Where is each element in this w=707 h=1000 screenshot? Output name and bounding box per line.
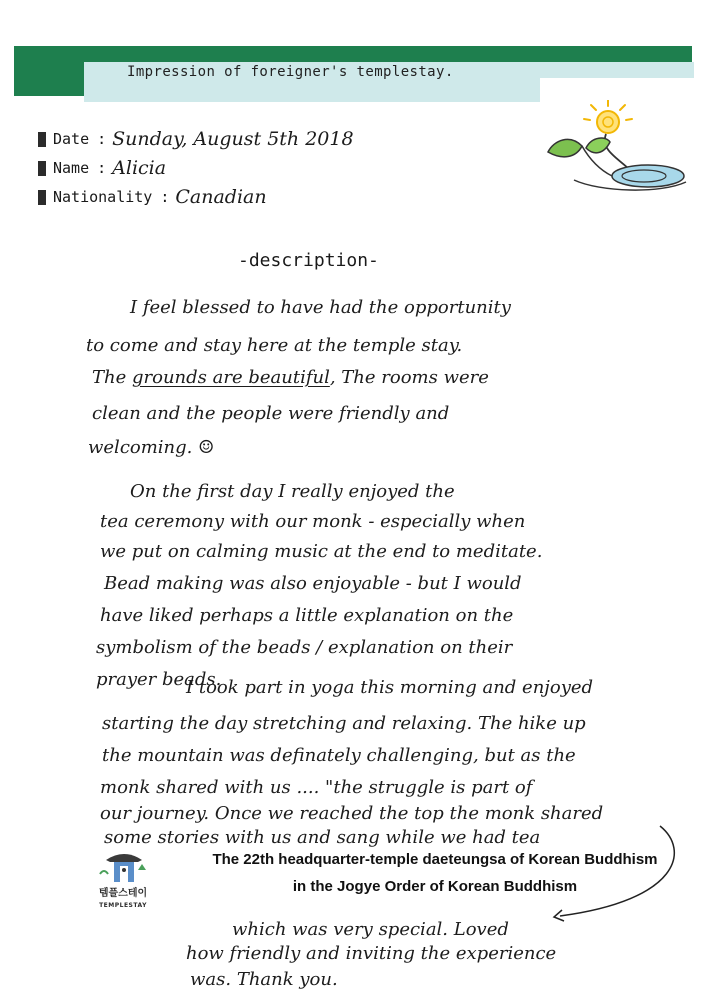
text-line: starting the day stretching and relaxing. The hike up	[102, 713, 586, 734]
text-line: was. Thank you.	[190, 969, 338, 990]
text-line: some stories with us and sang while we had tea	[104, 827, 541, 848]
text-line: welcoming. ☺	[88, 437, 215, 458]
logo-korean: 템플스테이	[98, 888, 148, 899]
text-line: our journey. Once we reached the top the monk shared	[100, 803, 604, 824]
text-line: tea ceremony with our monk - especially when	[100, 511, 526, 532]
footer-title-line2: in the Jogye Order of Korean Buddhism	[292, 878, 578, 895]
continuation-arrow-icon	[540, 820, 700, 930]
text-line: we put on calming music at the end to meditate.	[100, 541, 543, 562]
nationality-value: Canadian	[175, 186, 267, 208]
date-label: Date	[53, 130, 90, 148]
nationality-label: Nationality	[53, 188, 153, 206]
text-line: to come and stay here at the temple stay.	[86, 335, 463, 356]
sprout-sun-illustration-icon	[540, 100, 690, 200]
footer-title-line1: The 22th headquarter-temple daeteungsa of Korean Buddhism	[212, 851, 658, 868]
text-line: how friendly and inviting the experience	[186, 943, 557, 964]
text-line: symbolism of the beads / explanation on their	[96, 637, 513, 658]
text-line: the mountain was definately challenging, but as the	[102, 745, 576, 766]
bullet-icon	[38, 190, 46, 205]
description-heading: -description-	[238, 250, 379, 271]
templestay-logo-text	[86, 888, 160, 912]
logo-english: TEMPLESTAY	[99, 902, 147, 909]
text-line: On the first day I really enjoyed the	[130, 481, 455, 502]
underlined-phrase: grounds are beautiful	[132, 367, 330, 388]
bullet-icon	[38, 132, 46, 147]
text-line: which was very special. Loved	[232, 919, 509, 940]
name-label: Name	[53, 159, 90, 177]
text-line: The grounds are beautiful, The rooms were	[92, 367, 489, 388]
name-field: Name : Alicia	[38, 156, 166, 180]
nationality-field: Nationality : Canadian	[38, 185, 267, 209]
text-line: have liked perhaps a little explanation on the	[100, 605, 514, 626]
page-title: Impression of foreigner's templestay.	[127, 64, 454, 80]
text-line: I feel blessed to have had the opportunity	[130, 297, 511, 318]
text-line: I took part in yoga this morning and enjoyed	[186, 677, 594, 698]
name-value: Alicia	[112, 157, 167, 179]
text-line: Bead making was also enjoyable - but I would	[104, 573, 522, 594]
bullet-icon	[38, 161, 46, 176]
text-line: monk shared with us .... "the struggle is part of	[100, 777, 533, 798]
text-line: clean and the people were friendly and	[92, 403, 450, 424]
text-line: prayer beads.	[96, 669, 222, 690]
date-field: Date : Sunday, August 5th 2018	[38, 127, 354, 151]
date-value: Sunday, August 5th 2018	[112, 128, 354, 150]
